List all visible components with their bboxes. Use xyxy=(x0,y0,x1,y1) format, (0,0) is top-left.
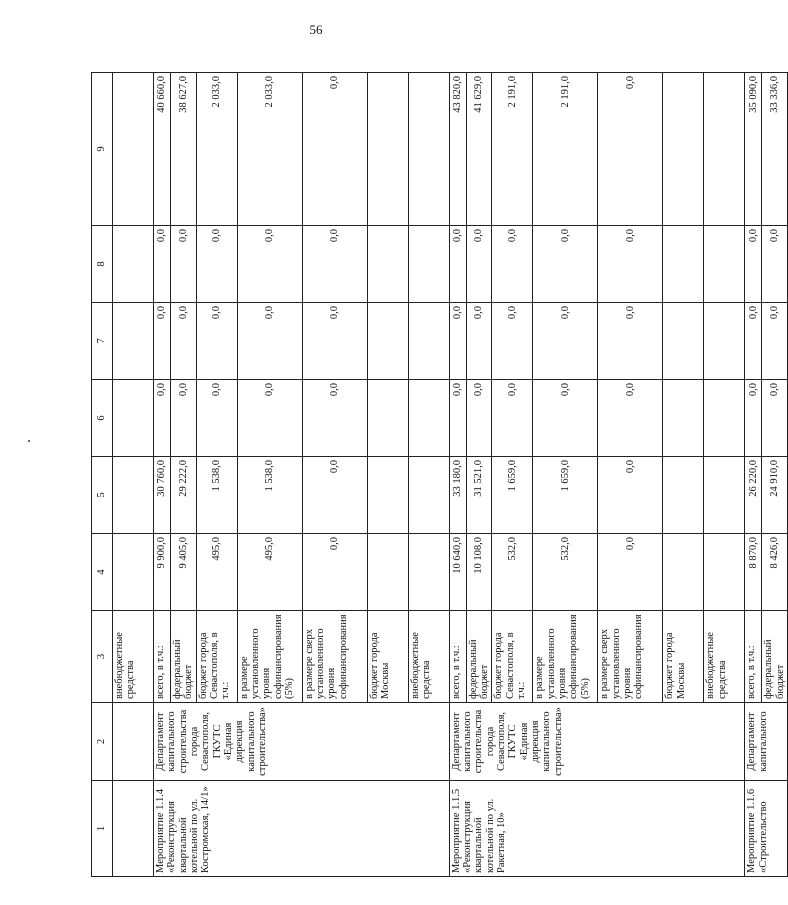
table-row xyxy=(154,73,171,877)
value-cell xyxy=(704,380,745,457)
value-cell xyxy=(704,303,745,380)
table-row xyxy=(113,73,154,877)
value-cell xyxy=(408,457,449,534)
value-cell: 0,0 xyxy=(154,380,171,457)
value-cell: 0,0 xyxy=(196,380,237,457)
source-cell: всего, в т.ч.: xyxy=(154,611,171,703)
value-cell: 0,0 xyxy=(302,303,367,380)
source-cell: бюджет города Севастополя, в т.ч.: xyxy=(492,611,533,703)
value-cell xyxy=(113,303,154,380)
value-cell xyxy=(367,226,408,303)
value-cell: 0,0 xyxy=(745,226,762,303)
source-cell: федеральный бюджет xyxy=(171,611,197,703)
value-cell: 0,0 xyxy=(171,226,197,303)
event-cell: Мероприятие 1.1.4 «Реконструкция квартальной котельной по ул. Костромская, 14/1» xyxy=(154,781,450,877)
value-cell xyxy=(663,73,704,226)
value-cell: 2 033,0 xyxy=(237,73,302,226)
value-cell: 495,0 xyxy=(196,534,237,611)
value-cell: 33 180,0 xyxy=(449,457,466,534)
rotated-table-container xyxy=(91,73,786,877)
value-cell: 29 222,0 xyxy=(171,457,197,534)
value-cell: 0,0 xyxy=(449,226,466,303)
value-cell: 1 659,0 xyxy=(533,457,598,534)
value-cell: 8 870,0 xyxy=(745,534,762,611)
value-cell: 0,0 xyxy=(302,380,367,457)
col-header: 1 xyxy=(92,781,113,877)
value-cell: 1 538,0 xyxy=(237,457,302,534)
executor-cell: Департамент капитального строительства города Севастополя, ГКУТС «Единая дирекция капитального строительства» xyxy=(449,703,745,781)
value-cell: 0,0 xyxy=(237,226,302,303)
event-cell: Мероприятие 1.1.5 «Реконструкция квартальной котельной по ул. Ракетная, 10» xyxy=(449,781,745,877)
value-cell: 0,0 xyxy=(492,303,533,380)
value-cell: 0,0 xyxy=(745,380,762,457)
value-cell: 0,0 xyxy=(492,226,533,303)
value-cell: 43 820,0 xyxy=(449,73,466,226)
source-cell: всего, в т.ч.: xyxy=(745,611,762,703)
value-cell: 0,0 xyxy=(196,303,237,380)
value-cell xyxy=(113,226,154,303)
source-cell: внебюджетные средства xyxy=(113,611,154,703)
value-cell xyxy=(704,534,745,611)
value-cell: 0,0 xyxy=(171,303,197,380)
value-cell xyxy=(408,380,449,457)
value-cell: 0,0 xyxy=(237,380,302,457)
value-cell: 0,0 xyxy=(154,303,171,380)
value-cell xyxy=(663,457,704,534)
value-cell xyxy=(113,534,154,611)
value-cell: 0,0 xyxy=(598,534,663,611)
value-cell xyxy=(408,226,449,303)
value-cell: 0,0 xyxy=(302,226,367,303)
header-row xyxy=(92,73,113,877)
value-cell: 495,0 xyxy=(237,534,302,611)
value-cell: 0,0 xyxy=(762,380,788,457)
value-cell: 532,0 xyxy=(492,534,533,611)
source-cell: федеральный бюджет xyxy=(466,611,492,703)
col-header: 8 xyxy=(92,226,113,303)
value-cell xyxy=(367,303,408,380)
value-cell xyxy=(663,534,704,611)
source-cell: внебюджетные средства xyxy=(408,611,449,703)
event-cell xyxy=(113,781,154,877)
col-header: 9 xyxy=(92,73,113,226)
value-cell xyxy=(113,380,154,457)
value-cell: 0,0 xyxy=(598,303,663,380)
source-cell: бюджет города Москвы xyxy=(367,611,408,703)
value-cell: 9 900,0 xyxy=(154,534,171,611)
source-cell: в размере установленного уровня софинансирования (5%) xyxy=(237,611,302,703)
value-cell: 0,0 xyxy=(745,303,762,380)
col-header: 3 xyxy=(92,611,113,703)
value-cell: 35 090,0 xyxy=(745,73,762,226)
value-cell: 1 659,0 xyxy=(492,457,533,534)
value-cell xyxy=(663,380,704,457)
value-cell: 24 910,0 xyxy=(762,457,788,534)
col-header: 6 xyxy=(92,380,113,457)
source-cell: бюджет города Москвы xyxy=(663,611,704,703)
value-cell: 0,0 xyxy=(492,380,533,457)
source-cell: бюджет города Севастополя, в т.ч.: xyxy=(196,611,237,703)
value-cell: 0,0 xyxy=(302,73,367,226)
value-cell xyxy=(704,226,745,303)
budget-table xyxy=(91,72,788,877)
value-cell: 2 191,0 xyxy=(492,73,533,226)
value-cell xyxy=(113,457,154,534)
value-cell: 30 760,0 xyxy=(154,457,171,534)
value-cell xyxy=(408,534,449,611)
source-cell: федеральный бюджет xyxy=(762,611,788,703)
value-cell: 0,0 xyxy=(196,226,237,303)
value-cell xyxy=(367,457,408,534)
value-cell: 0,0 xyxy=(533,380,598,457)
value-cell: 0,0 xyxy=(762,226,788,303)
table-row xyxy=(449,73,466,877)
table-row xyxy=(745,73,762,877)
executor-cell xyxy=(113,703,154,781)
source-cell: всего, в т.ч.: xyxy=(449,611,466,703)
value-cell: 0,0 xyxy=(762,303,788,380)
value-cell: 0,0 xyxy=(533,226,598,303)
event-cell: Мероприятие 1.1.6 «Строительство xyxy=(745,781,788,877)
value-cell: 0,0 xyxy=(171,380,197,457)
value-cell xyxy=(663,303,704,380)
source-cell: внебюджетные средства xyxy=(704,611,745,703)
page-number: 56 xyxy=(309,22,323,37)
value-cell: 31 521,0 xyxy=(466,457,492,534)
executor-cell: Департамент капитального строительства города Севастополя, ГКУТС «Единая дирекция капитального строительства» xyxy=(154,703,450,781)
value-cell xyxy=(408,73,449,226)
value-cell xyxy=(704,73,745,226)
value-cell: 0,0 xyxy=(598,457,663,534)
value-cell xyxy=(113,73,154,226)
scan-speck xyxy=(28,440,30,442)
value-cell: 8 426,0 xyxy=(762,534,788,611)
value-cell: 0,0 xyxy=(466,303,492,380)
value-cell xyxy=(367,380,408,457)
source-cell: в размере сверх установленного уровня софинансирования xyxy=(302,611,367,703)
value-cell: 0,0 xyxy=(598,73,663,226)
value-cell: 0,0 xyxy=(466,226,492,303)
source-cell: в размере установленного уровня софинансирования (5%) xyxy=(533,611,598,703)
col-header: 2 xyxy=(92,703,113,781)
col-header: 5 xyxy=(92,457,113,534)
value-cell xyxy=(367,73,408,226)
col-header: 4 xyxy=(92,534,113,611)
source-cell: в размере сверх установленного уровня софинансирования xyxy=(598,611,663,703)
value-cell: 532,0 xyxy=(533,534,598,611)
value-cell: 0,0 xyxy=(154,226,171,303)
value-cell: 0,0 xyxy=(302,534,367,611)
value-cell: 10 640,0 xyxy=(449,534,466,611)
value-cell: 0,0 xyxy=(598,380,663,457)
value-cell: 40 660,0 xyxy=(154,73,171,226)
value-cell: 38 627,0 xyxy=(171,73,197,226)
value-cell: 9 405,0 xyxy=(171,534,197,611)
value-cell: 33 336,0 xyxy=(762,73,788,226)
executor-cell: Департамент капитального xyxy=(745,703,788,781)
value-cell: 2 191,0 xyxy=(533,73,598,226)
col-header: 7 xyxy=(92,303,113,380)
value-cell: 1 538,0 xyxy=(196,457,237,534)
value-cell: 0,0 xyxy=(302,457,367,534)
value-cell xyxy=(704,457,745,534)
value-cell: 0,0 xyxy=(466,380,492,457)
value-cell: 0,0 xyxy=(598,226,663,303)
value-cell: 0,0 xyxy=(533,303,598,380)
value-cell: 10 108,0 xyxy=(466,534,492,611)
value-cell: 2 033,0 xyxy=(196,73,237,226)
value-cell: 26 220,0 xyxy=(745,457,762,534)
value-cell: 41 629,0 xyxy=(466,73,492,226)
value-cell: 0,0 xyxy=(449,380,466,457)
value-cell xyxy=(367,534,408,611)
value-cell xyxy=(663,226,704,303)
value-cell xyxy=(408,303,449,380)
value-cell: 0,0 xyxy=(449,303,466,380)
value-cell: 0,0 xyxy=(237,303,302,380)
